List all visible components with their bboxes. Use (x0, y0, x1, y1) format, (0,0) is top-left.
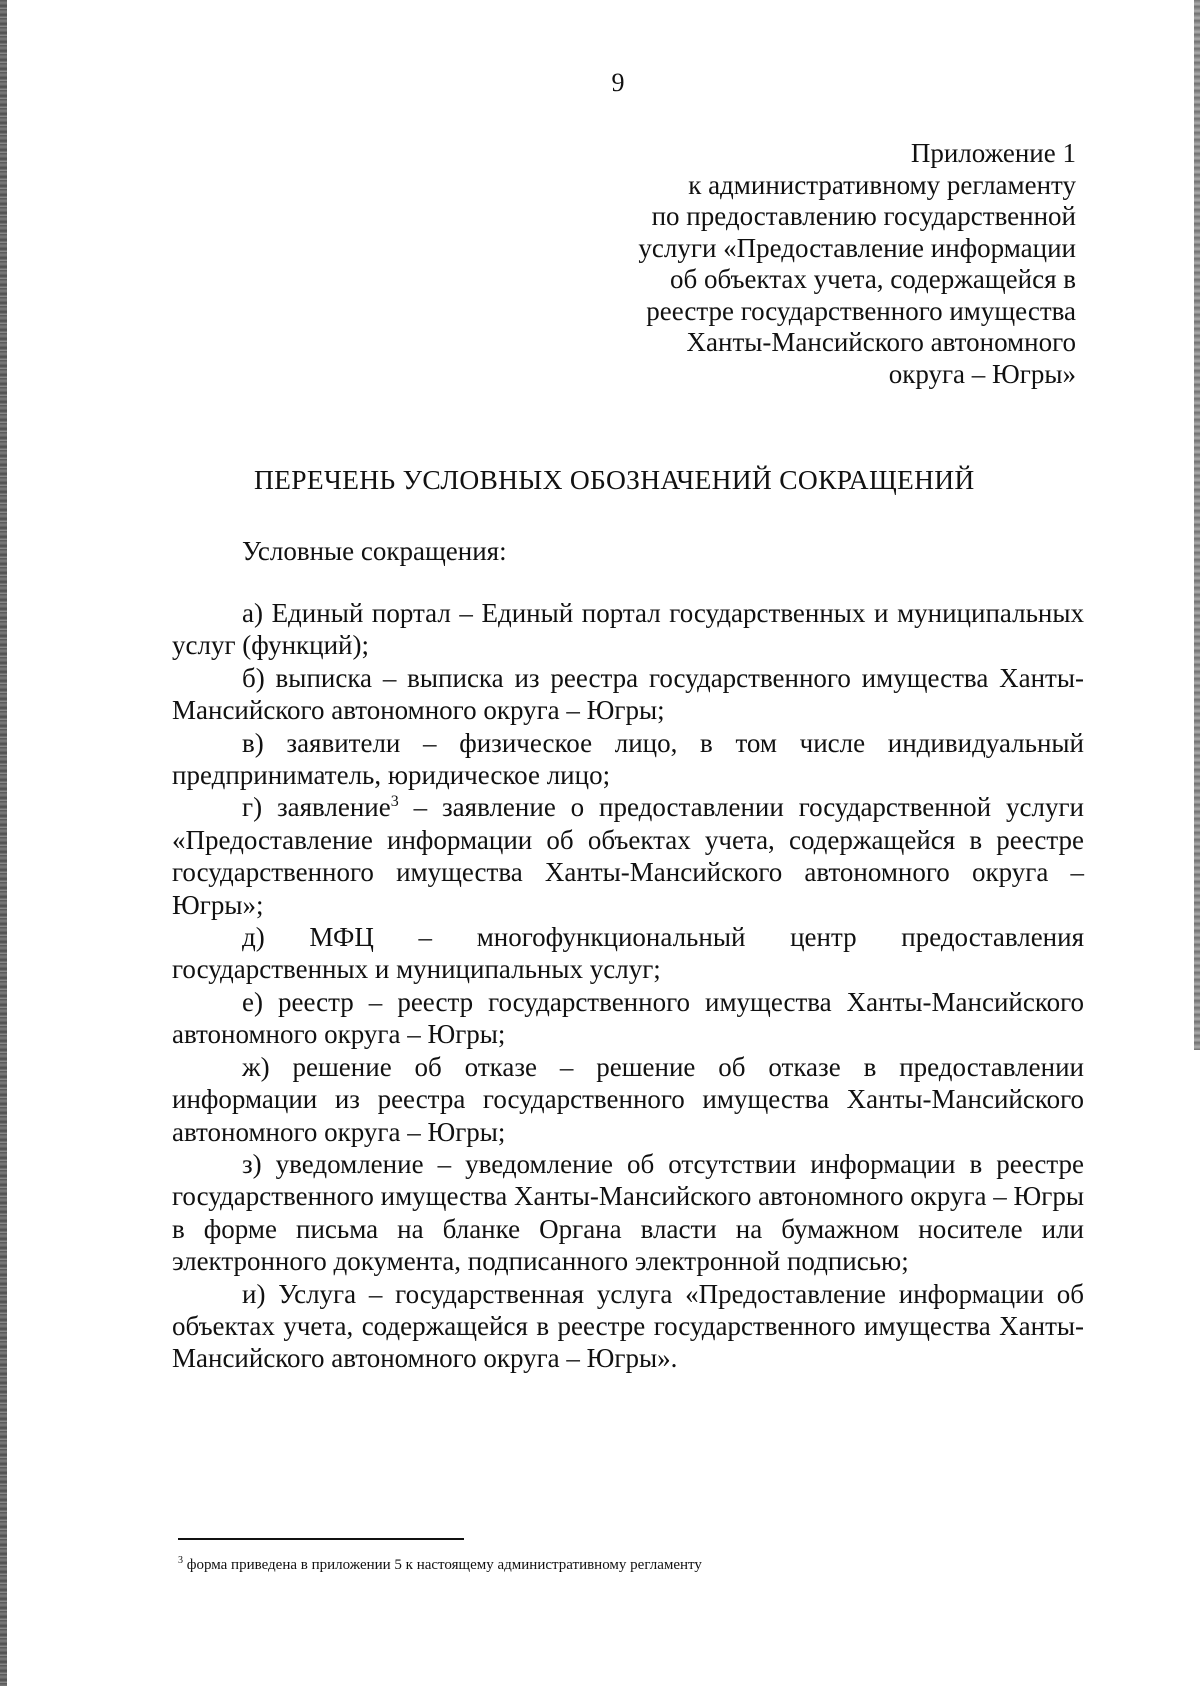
document-heading: ПЕРЕЧЕНЬ УСЛОВНЫХ ОБОЗНАЧЕНИЙ СОКРАЩЕНИЙ (254, 464, 975, 495)
abbreviations-list (172, 597, 1084, 1375)
list-item-b: б) выписка – выписка из реестра государственного имущества Ханты-Мансийского автономного округа – Югры; (172, 662, 1084, 726)
footnote-mark: 3 (178, 1555, 183, 1566)
list-item-v: в) заявители – физическое лицо, в том числе индивидуальный предприниматель, юридическое лицо; (172, 727, 1084, 791)
list-item-z: з) уведомление – уведомление об отсутствии информации в реестре государственного имущества Ханты-Мансийского автономного округа – Югры в форме письма на бланке Органа власти на бумажном носителе или электронного документа, подписанного электронной подписью; (172, 1148, 1085, 1277)
list-item-i: и) Услуга – государственная услуга «Предоставление информации об объектах учета, содержащейся в реестре государственного имущества Ханты-Мансийского автономного округа – Югры». (172, 1278, 1084, 1374)
list-item-g (172, 791, 1084, 921)
list-item-e: е) реестр – реестр государственного имущества Ханты-Мансийского автономного округа – Югры; (172, 986, 1084, 1050)
appendix-line: Ханты-Мансийского автономного (686, 327, 1076, 357)
list-item-g-rest: – заявление о предоставлении государственной услуги «Предоставление информации об объектах учета, содержащейся в реестре государственного имущества Ханты-Мансийского автономного округа – Югры»; (172, 792, 1084, 920)
list-item-zh: ж) решение об отказе – решение об отказе в предоставлении информации из реестра государственного имущества Ханты-Мансийского автономного округа – Югры; (172, 1051, 1084, 1147)
appendix-line: услуги «Предоставление информации (638, 232, 1076, 263)
list-item-a: а) Единый портал – Единый портал государственных и муниципальных услуг (функций); (172, 598, 1084, 661)
footnote-reference: 3 (390, 793, 399, 811)
intro-text: Условные сокращения: (242, 536, 507, 566)
list-item-d: д) МФЦ – многофункциональный центр предоставления государственных и муниципальных услуг; (172, 922, 1084, 985)
footnote (178, 1557, 938, 1574)
appendix-line: реестре государственного имущества (646, 295, 1076, 326)
appendix-line: Приложение 1 (910, 138, 1076, 168)
appendix-line: к административному регламенту (688, 169, 1076, 200)
appendix-line: об объектах учета, содержащейся в (670, 264, 1076, 294)
appendix-line: округа – Югры» (888, 358, 1076, 389)
footnote-rule (178, 1538, 464, 1540)
scan-edge-left (0, 0, 7, 1686)
page-number: 9 (611, 68, 625, 97)
scan-edge-right (1194, 0, 1200, 1050)
footnote-text: форма приведена в приложении 5 к настоящему административному регламенту (183, 1557, 702, 1573)
appendix-line: по предоставлению государственной (651, 201, 1076, 231)
appendix-block (556, 138, 1076, 390)
list-item-g-start: г) заявление (242, 792, 391, 823)
